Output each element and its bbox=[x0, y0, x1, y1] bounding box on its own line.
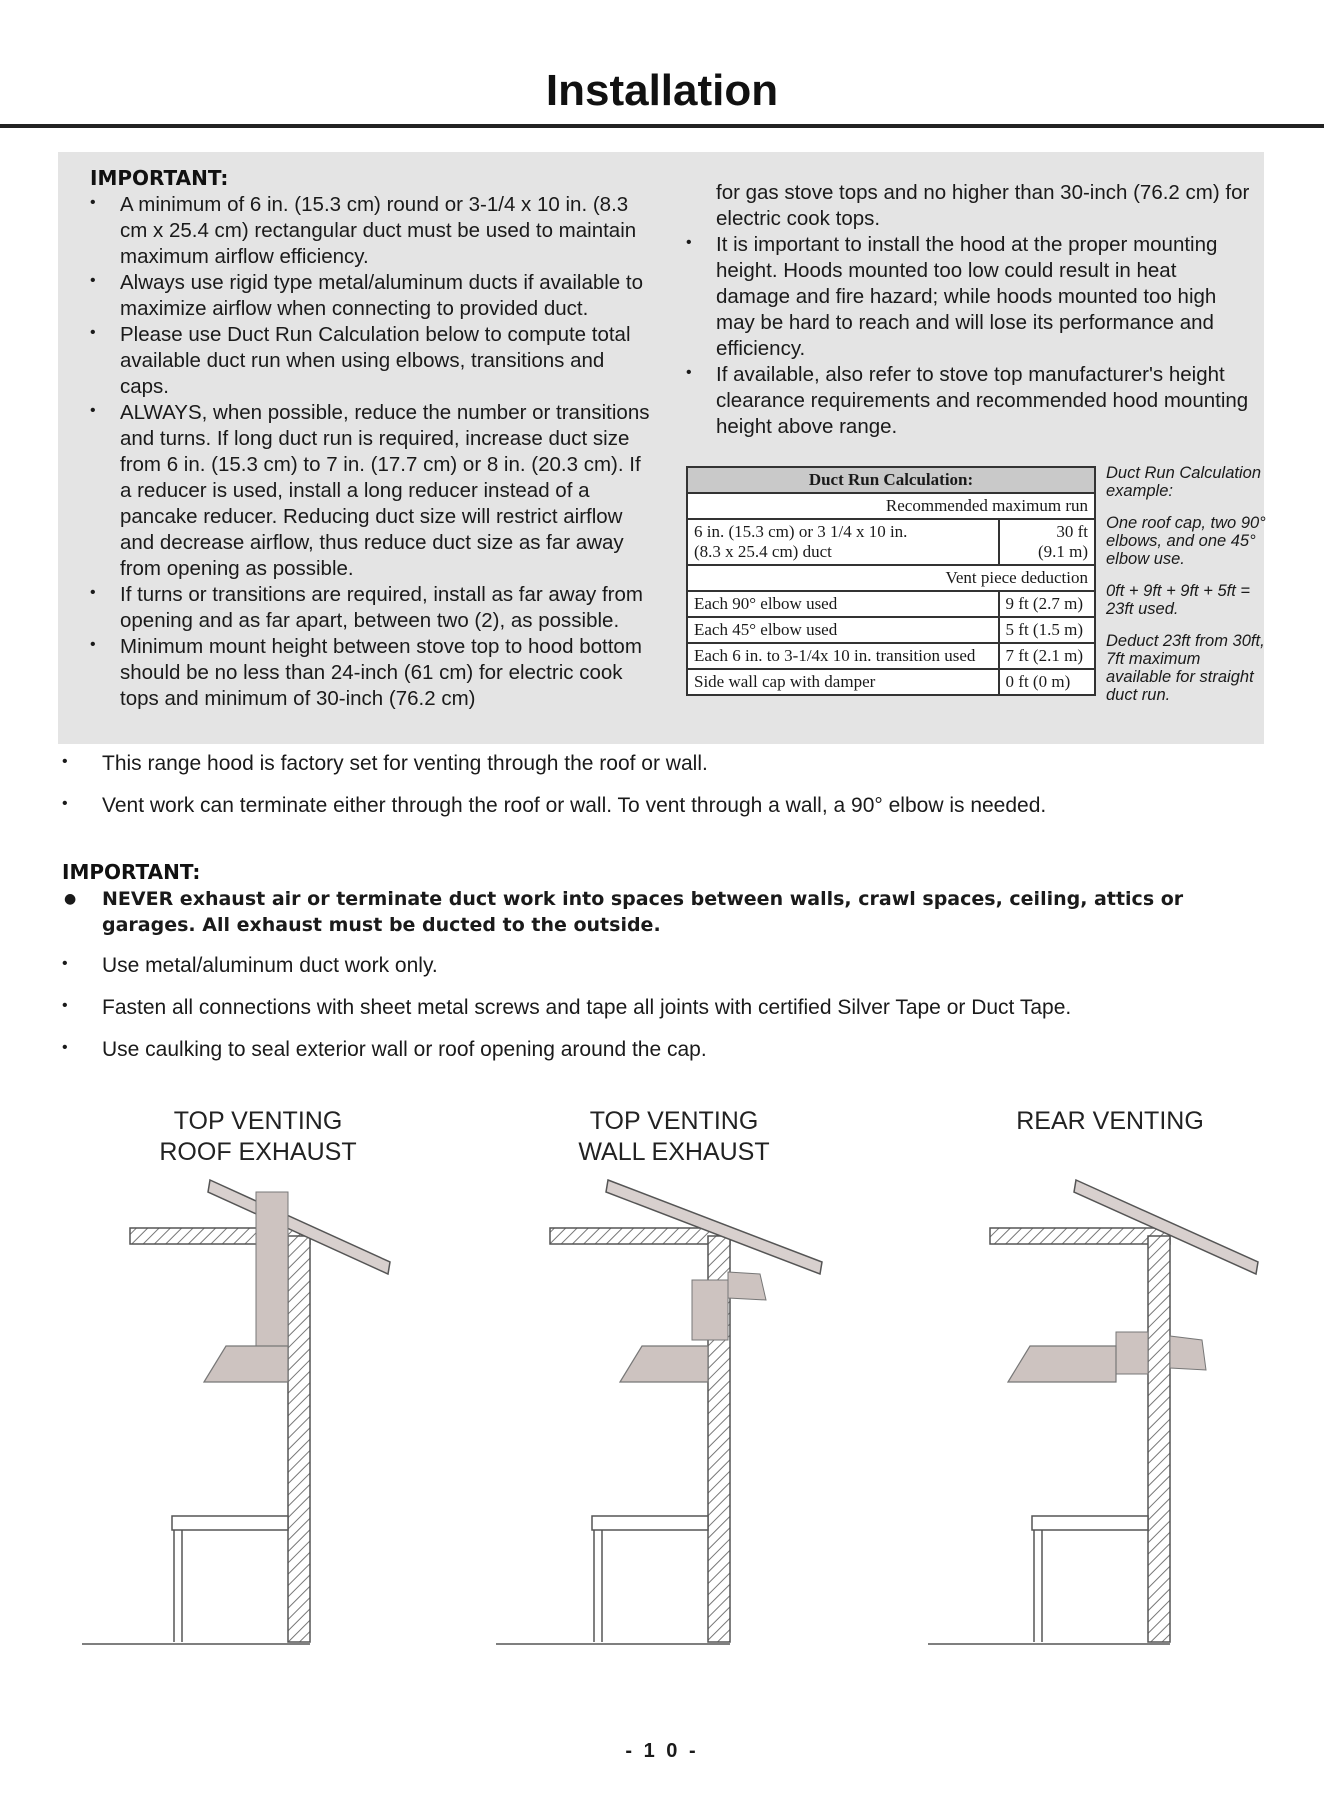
table-cell: Each 90° elbow used bbox=[687, 591, 999, 617]
hood-shape bbox=[204, 1346, 288, 1382]
table-row bbox=[687, 669, 1095, 695]
cooktop-shape bbox=[172, 1516, 288, 1530]
diagram-label-line: WALL EXHAUST bbox=[578, 1138, 770, 1166]
duct-shape bbox=[1116, 1332, 1148, 1374]
duct-max-cell bbox=[999, 519, 1095, 565]
list-item: • ALWAYS, when possible, reduce the number or transitions and turns. If long duct run is required, increase duct size from 6 in. (15.3 cm) to 7 in. (17.7 cm) or 8 in. (20.3 cm). If a reducer is used, install a long reducer instead of a pancake reducer. Reducing duct size will restrict airflow and decrease airflow, thus reduce duct size as far away from opening as possible. bbox=[90, 400, 650, 582]
diagram-label-line: TOP VENTING bbox=[589, 1107, 759, 1135]
duct-example-result: Deduct 23ft from 30ft, 7ft maximum available for straight duct run. bbox=[1106, 632, 1265, 704]
list-item: • Use metal/aluminum duct work only. bbox=[62, 952, 1282, 980]
list-item: • A minimum of 6 in. (15.3 cm) round or 3-1/4 x 10 in. (8.3 cm x 25.4 cm) rectangular duct must be used to maintain maximum airflow efficiency. bbox=[90, 192, 650, 270]
list-item: • Vent work can terminate either through the roof or wall. To vent through a wall, a 90° elbow is needed. bbox=[62, 792, 1282, 820]
ceiling-hatch bbox=[550, 1228, 730, 1244]
important-left-column bbox=[90, 166, 650, 712]
page-number: - 1 0 - bbox=[625, 1740, 699, 1762]
important-2-list bbox=[62, 952, 1282, 1064]
hood-shape bbox=[1008, 1346, 1116, 1382]
list-item: • It is important to install the hood at the proper mounting height. Hoods mounted too low could result in heat damage and fire hazard; while hoods mounted too high may be hard to reach and will lose its performance and efficiency. bbox=[686, 232, 1256, 362]
cooktop-shape bbox=[592, 1516, 708, 1530]
duct-example-note bbox=[1106, 464, 1266, 718]
title-divider bbox=[0, 124, 1324, 128]
list-item: • If turns or transitions are required, install as far away from opening and as far apart, between two (2), as possible. bbox=[90, 582, 650, 634]
diagram-label-line: ROOF EXHAUST bbox=[159, 1138, 357, 1166]
important-left-list bbox=[90, 192, 650, 712]
duct-shape bbox=[692, 1280, 728, 1340]
important-right-column bbox=[686, 180, 1256, 440]
list-item: • If available, also refer to stove top manufacturer's height clearance requirements and recommended hood mounting height above range. bbox=[686, 362, 1256, 440]
list-item: • Always use rigid type metal/aluminum ducts if available to maximize airflow when connecting to provided duct. bbox=[90, 270, 650, 322]
wall-exhaust-diagram bbox=[496, 1150, 916, 1670]
list-item: • This range hood is factory set for venting through the roof or wall. bbox=[62, 750, 1282, 778]
wall-hatch bbox=[288, 1236, 310, 1642]
table-cell: Each 45° elbow used bbox=[687, 617, 999, 643]
duct-max-value: (9.1 m) bbox=[1037, 542, 1088, 561]
cooktop-shape bbox=[1032, 1516, 1148, 1530]
vent-deduction-label: Vent piece deduction bbox=[687, 565, 1095, 591]
list-item: • Please use Duct Run Calculation below to compute total available duct run when using elbows, transitions and caps. bbox=[90, 322, 650, 400]
recommended-label: Recommended maximum run bbox=[687, 493, 1095, 519]
table-cell: Side wall cap with damper bbox=[687, 669, 999, 695]
table-row bbox=[687, 643, 1095, 669]
table-row bbox=[687, 617, 1095, 643]
table-cell: 0 ft (0 m) bbox=[999, 669, 1095, 695]
general-list bbox=[62, 750, 1282, 834]
roof-exhaust-diagram bbox=[78, 1150, 498, 1670]
diagram-label-line: REAR VENTING bbox=[1016, 1107, 1204, 1135]
wall-hatch bbox=[1148, 1236, 1170, 1642]
important-label: IMPORTANT: bbox=[90, 166, 229, 190]
important-right-list bbox=[686, 232, 1256, 440]
list-item: • Use caulking to seal exterior wall or roof opening around the cap. bbox=[62, 1036, 1282, 1064]
exhaust-warning: ● NEVER exhaust air or terminate duct work into spaces between walls, crawl spaces, ceiling, attics or garages. All exhaust must be ducted to the outside. bbox=[62, 886, 1282, 938]
duct-max-value: 30 ft bbox=[1056, 522, 1088, 541]
duct-run-table bbox=[686, 466, 1096, 696]
table-cell: 9 ft (2.7 m) bbox=[999, 591, 1095, 617]
table-cell: 7 ft (2.1 m) bbox=[999, 643, 1095, 669]
diagram-label-line: TOP VENTING bbox=[173, 1107, 343, 1135]
duct-size-line: 6 in. (15.3 cm) or 3 1/4 x 10 in. bbox=[694, 522, 908, 541]
important-section-2 bbox=[62, 860, 1282, 1078]
hood-shape bbox=[620, 1346, 708, 1382]
duct-example-title: Duct Run Calculation example: bbox=[1106, 464, 1261, 500]
table-row bbox=[687, 591, 1095, 617]
duct-example-case: One roof cap, two 90° elbows, and one 45° elbow use. bbox=[1106, 514, 1266, 568]
diagram-label-rear bbox=[940, 1106, 1280, 1137]
duct-size-line: (8.3 x 25.4 cm) duct bbox=[694, 542, 832, 561]
duct-shape bbox=[256, 1192, 288, 1370]
wall-cap-shape bbox=[1170, 1336, 1206, 1370]
duct-size-cell bbox=[687, 519, 999, 565]
important-label-2: IMPORTANT: bbox=[62, 860, 201, 884]
list-item: • Minimum mount height between stove top to hood bottom should be no less than 24-inch (61 cm) for electric cook tops and minimum of 30-inch (76.2 cm) bbox=[90, 634, 650, 712]
ceiling-hatch bbox=[990, 1228, 1170, 1244]
table-cell: 5 ft (1.5 m) bbox=[999, 617, 1095, 643]
table-cell: Each 6 in. to 3-1/4x 10 in. transition used bbox=[687, 643, 999, 669]
wall-cap-shape bbox=[728, 1272, 766, 1300]
rear-venting-diagram bbox=[884, 1150, 1304, 1670]
duct-table-title: Duct Run Calculation: bbox=[687, 467, 1095, 493]
page-title: Installation bbox=[545, 66, 779, 115]
duct-example-sum: 0ft + 9ft + 9ft + 5ft = 23ft used. bbox=[1106, 582, 1251, 618]
list-item: • Fasten all connections with sheet metal screws and tape all joints with certified Silver Tape or Duct Tape. bbox=[62, 994, 1282, 1022]
continued-text: for gas stove tops and no higher than 30-inch (76.2 cm) for electric cook tops. bbox=[716, 181, 1250, 230]
